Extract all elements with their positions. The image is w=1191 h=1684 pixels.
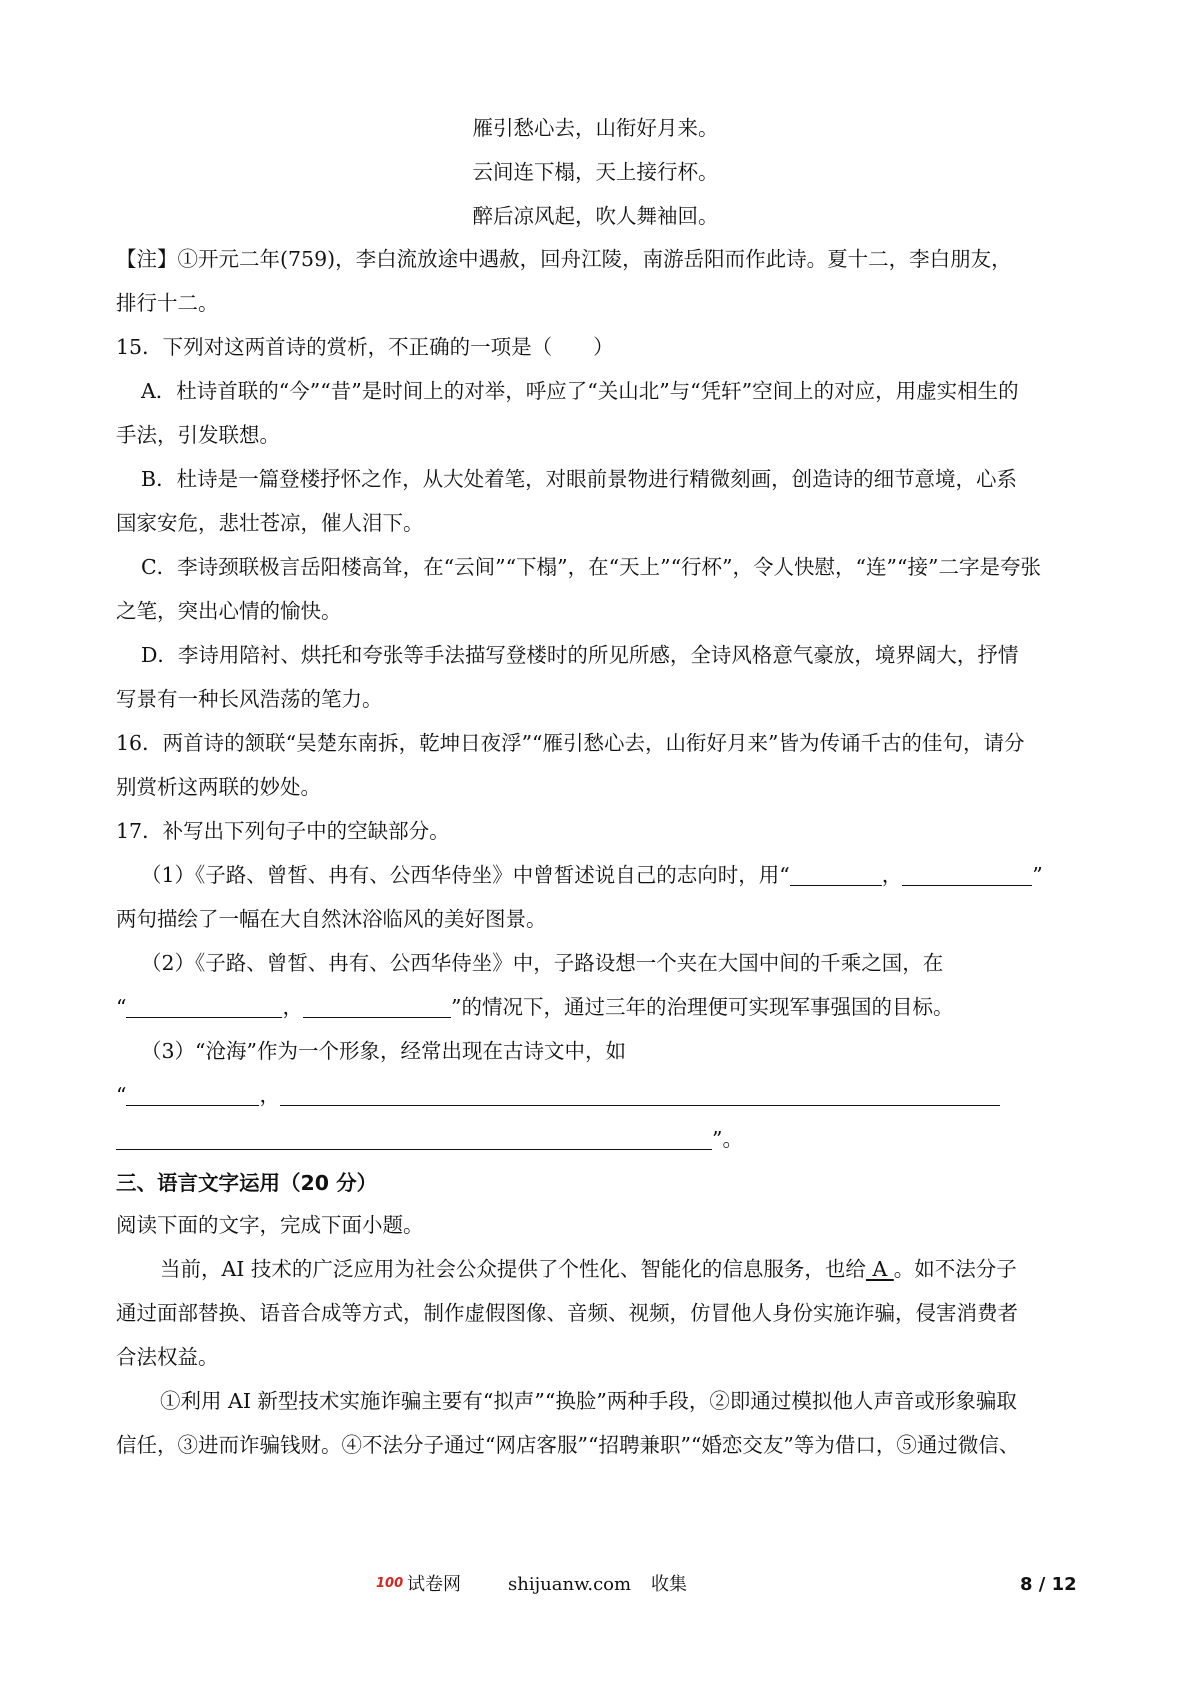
answer-blank[interactable] (303, 993, 451, 1018)
question-17-stem: 17．补写出下列句子中的空缺部分。 (116, 819, 450, 843)
option-c-cont: 之笔，突出心情的愉快。 (116, 599, 342, 623)
comma: ， (259, 1083, 280, 1107)
item-1-text: （1）《子路、曾皙、冉有、公西华侍坐》中曾皙述说自己的志向时，用“ (141, 863, 790, 887)
section-heading: 三、语言文字运用（20 分） (116, 1171, 378, 1195)
option-b-cont: 国家安危，悲壮苍凉，催人泪下。 (116, 511, 424, 535)
question-17-item-2-cont (116, 992, 1088, 1022)
poem-line: 云间连下榻，天上接行杯。 (472, 160, 719, 184)
question-17-item-2: （2）《子路、曾皙、冉有、公西华侍坐》中，子路设想一个夹在大国中间的千乘之国，在 (141, 951, 944, 975)
passage-line: 信任，③进而诈骗钱财。④不法分子通过“网店客服”“招聘兼职”“婚恋交友”等为借口，⑤通过微信、 (116, 1433, 1020, 1457)
question-15-stem: 15．下列对这两首诗的赏析，不正确的一项是（ ） (116, 335, 614, 359)
item-2-text: ”的情况下，通过三年的治理便可实现军事强国的目标。 (450, 995, 954, 1019)
passage-line: 合法权益。 (116, 1345, 219, 1369)
option-d-cont: 写景有一种长风浩荡的笔力。 (116, 687, 383, 711)
opening-quote: “ (116, 1083, 127, 1107)
comma: ， (881, 863, 903, 887)
poem-line: 雁引愁心去，山衔好月来。 (472, 116, 719, 140)
comma: ， (282, 995, 303, 1019)
footer-collect: 收集 (651, 1574, 687, 1595)
footer-site-name: 试卷网 (407, 1574, 461, 1595)
passage-line: 通过面部替换、语音合成等方式，制作虚假图像、音频、视频，仿冒他人身份实施诈骗，侵害消费者 (116, 1301, 1018, 1325)
option-d: D．李诗用陪衬、烘托和夸张等手法描写登楼时的所见所感，全诗风格意气豪放，境界阔大，抒情 (141, 643, 1019, 667)
question-16-stem: 16．两首诗的颔联“吴楚东南拆，乾坤日夜浮”“雁引愁心去，山衔好月来”皆为传诵千古的佳句，请分 (116, 731, 1025, 755)
option-a-cont: 手法，引发联想。 (116, 423, 280, 447)
footer-site-url[interactable]: shijuanw.com (508, 1574, 632, 1595)
note-line: 【注】①开元二年(759)，李白流放途中遇赦，回舟江陵，南游岳阳而作此诗。夏十二，李白朋友， (116, 247, 1012, 271)
closing-quote: ” (1032, 863, 1043, 887)
answer-blank[interactable] (790, 861, 882, 886)
poem-line: 醉后凉风起，吹人舞袖回。 (472, 204, 719, 228)
page-number: 8 / 12 (1020, 1574, 1077, 1595)
question-17-item-1-cont: 两句描绘了一幅在大自然沐浴临风的美好图景。 (116, 907, 547, 931)
passage-text: 。如不法分子 (893, 1257, 1017, 1281)
opening-quote: “ (116, 995, 127, 1019)
passage-text: 当前，AI 技术的广泛应用为社会公众提供了个性化、智能化的信息服务，也给 (160, 1257, 866, 1281)
passage-paragraph-1 (160, 1254, 1107, 1284)
passage-paragraph-2: ①利用 AI 新型技术实施诈骗主要有“拟声”“换脸”两种手段，②即通过模拟他人声音或形象骗取 (160, 1389, 1017, 1413)
logo-number: 100 (376, 1576, 404, 1590)
section-instruction: 阅读下面的文字，完成下面小题。 (116, 1213, 424, 1237)
site-logo-icon (376, 1574, 404, 1590)
question-17-item-3: （3）“沧海”作为一个形象，经常出现在古诗文中，如 (141, 1039, 627, 1063)
closing-quote: ”。 (712, 1127, 743, 1151)
question-16-cont: 别赏析这两联的妙处。 (116, 775, 321, 799)
answer-blank[interactable] (280, 1081, 1000, 1106)
option-b: B．杜诗是一篇登楼抒怀之作，从大处着笔，对眼前景物进行精微刻画，创造诗的细节意境，心系 (141, 467, 1018, 491)
answer-blank[interactable] (116, 1125, 712, 1150)
question-17-item-3-cont (116, 1080, 1088, 1110)
question-17-item-1 (141, 860, 1088, 890)
answer-blank[interactable] (126, 993, 282, 1018)
answer-blank[interactable] (902, 861, 1032, 886)
option-a: A．杜诗首联的“今”“昔”是时间上的对举，呼应了“关山北”与“凭轩”空间上的对应，用虚实相生的 (141, 379, 1019, 403)
note-line: 排行十二。 (116, 291, 219, 315)
blank-marker-a: A (865, 1257, 894, 1281)
option-c: C．李诗颈联极言岳阳楼高耸，在“云间”“下榻”，在“天上”“行杯”，令人快慰，“连”“接”二字是夸张 (141, 555, 1041, 579)
question-17-item-3-end (116, 1124, 1088, 1154)
answer-blank[interactable] (126, 1081, 259, 1106)
